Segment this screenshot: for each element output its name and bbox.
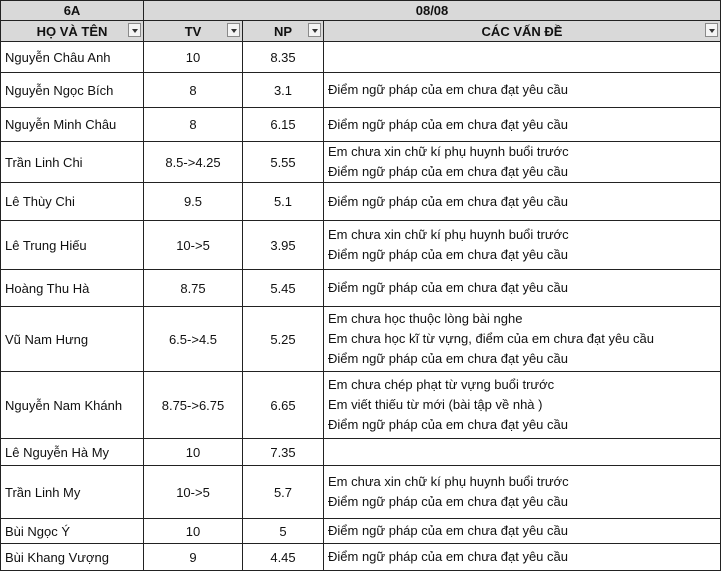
- tv-score-cell[interactable]: 8: [144, 108, 243, 142]
- issue-line: Điểm ngữ pháp của em chưa đạt yêu cầu: [328, 82, 568, 97]
- student-name-cell[interactable]: Nguyễn Nam Khánh: [1, 372, 144, 439]
- np-score-cell[interactable]: 5.25: [243, 307, 324, 372]
- table-row: [1, 108, 721, 142]
- np-score-cell[interactable]: 4.45: [243, 544, 324, 571]
- issue-line: Điểm ngữ pháp của em chưa đạt yêu cầu: [328, 164, 568, 179]
- filter-dropdown-icon[interactable]: [308, 23, 321, 37]
- np-score-cell[interactable]: 6.15: [243, 108, 324, 142]
- np-score-cell[interactable]: 5.55: [243, 142, 324, 183]
- issue-line: Điểm ngữ pháp của em chưa đạt yêu cầu: [328, 280, 568, 295]
- issue-line: Điểm ngữ pháp của em chưa đạt yêu cầu: [328, 549, 568, 564]
- table-row: [1, 73, 721, 108]
- np-score-cell[interactable]: 3.95: [243, 221, 324, 270]
- issues-cell[interactable]: [324, 42, 721, 73]
- table-row: [1, 270, 721, 307]
- issue-line: Em chưa xin chữ kí phụ huynh buổi trước: [328, 144, 569, 159]
- table-row: [1, 42, 721, 73]
- tv-score-cell[interactable]: 8.5->4.25: [144, 142, 243, 183]
- issues-cell[interactable]: [324, 142, 721, 183]
- student-rows: [1, 42, 721, 571]
- column-header-tv-label: TV: [184, 23, 202, 39]
- student-name-cell[interactable]: Lê Trung Hiếu: [1, 221, 144, 270]
- filter-dropdown-icon[interactable]: [227, 23, 240, 37]
- column-header-tv: [144, 21, 243, 42]
- table-row: [1, 544, 721, 571]
- filter-dropdown-icon[interactable]: [705, 23, 718, 37]
- tv-score-cell[interactable]: 10->5: [144, 466, 243, 519]
- issues-cell[interactable]: [324, 108, 721, 142]
- issue-line: Em viết thiếu từ mới (bài tập về nhà ): [328, 397, 543, 412]
- np-score-cell[interactable]: 3.1: [243, 73, 324, 108]
- issues-cell[interactable]: [324, 519, 721, 544]
- student-name-cell[interactable]: Nguyễn Ngọc Bích: [1, 73, 144, 108]
- issue-line: Điểm ngữ pháp của em chưa đạt yêu cầu: [328, 351, 568, 366]
- np-score-cell[interactable]: 5.1: [243, 183, 324, 221]
- student-name-cell[interactable]: Lê Thùy Chi: [1, 183, 144, 221]
- student-name-cell[interactable]: Nguyễn Minh Châu: [1, 108, 144, 142]
- tv-score-cell[interactable]: 9.5: [144, 183, 243, 221]
- column-header-issues: [324, 21, 721, 42]
- issues-cell[interactable]: [324, 439, 721, 466]
- student-name-cell[interactable]: Hoàng Thu Hà: [1, 270, 144, 307]
- issue-line: Em chưa xin chữ kí phụ huynh buổi trước: [328, 227, 569, 242]
- filter-dropdown-icon[interactable]: [128, 23, 141, 37]
- table-row: [1, 439, 721, 466]
- issue-line: Điểm ngữ pháp của em chưa đạt yêu cầu: [328, 494, 568, 509]
- tv-score-cell[interactable]: 10: [144, 42, 243, 73]
- issue-line: Điểm ngữ pháp của em chưa đạt yêu cầu: [328, 193, 568, 209]
- issue-line: Điểm ngữ pháp của em chưa đạt yêu cầu: [328, 247, 568, 262]
- tv-score-cell[interactable]: 10->5: [144, 221, 243, 270]
- np-score-cell[interactable]: 5: [243, 519, 324, 544]
- column-header-issues-label: CÁC VẤN ĐỀ: [481, 23, 563, 39]
- student-name-cell[interactable]: Trần Linh Chi: [1, 142, 144, 183]
- issue-line: Em chưa chép phạt từ vựng buổi trước: [328, 377, 555, 392]
- column-header-name-label: HỌ VÀ TÊN: [36, 23, 108, 39]
- issues-cell[interactable]: [324, 270, 721, 307]
- issue-line: Em chưa xin chữ kí phụ huynh buổi trước: [328, 474, 569, 489]
- issues-cell[interactable]: [324, 372, 721, 439]
- np-score-cell[interactable]: 8.35: [243, 42, 324, 73]
- table-row: [1, 307, 721, 372]
- tv-score-cell[interactable]: 10: [144, 439, 243, 466]
- tv-score-cell[interactable]: 9: [144, 544, 243, 571]
- date-label-cell[interactable]: 08/08: [144, 1, 721, 21]
- student-name-cell[interactable]: Nguyễn Châu Anh: [1, 42, 144, 73]
- student-name-cell[interactable]: Bùi Ngọc Ý: [1, 519, 144, 544]
- np-score-cell[interactable]: 5.45: [243, 270, 324, 307]
- issue-line: Điểm ngữ pháp của em chưa đạt yêu cầu: [328, 523, 568, 538]
- tv-score-cell[interactable]: 6.5->4.5: [144, 307, 243, 372]
- student-name-cell[interactable]: Vũ Nam Hưng: [1, 307, 144, 372]
- np-score-cell[interactable]: 7.35: [243, 439, 324, 466]
- issue-line: Điểm ngữ pháp của em chưa đạt yêu cầu: [328, 417, 568, 432]
- issues-cell[interactable]: [324, 544, 721, 571]
- issues-cell[interactable]: [324, 183, 721, 221]
- table-row: [1, 221, 721, 270]
- np-score-cell[interactable]: 5.7: [243, 466, 324, 519]
- issue-line: Em chưa học thuộc lòng bài nghe: [328, 311, 523, 326]
- tv-score-cell[interactable]: 8.75: [144, 270, 243, 307]
- table-row: [1, 372, 721, 439]
- table-row: [1, 519, 721, 544]
- tv-score-cell[interactable]: 8.75->6.75: [144, 372, 243, 439]
- issues-cell[interactable]: [324, 73, 721, 108]
- np-score-cell[interactable]: 6.65: [243, 372, 324, 439]
- issues-cell[interactable]: [324, 307, 721, 372]
- column-header-np-label: NP: [273, 23, 293, 39]
- student-name-cell[interactable]: Trần Linh My: [1, 466, 144, 519]
- column-header-name: [1, 21, 144, 42]
- class-label-cell[interactable]: 6A: [1, 1, 144, 21]
- column-header-np: [243, 21, 324, 42]
- student-name-cell[interactable]: Bùi Khang Vượng: [1, 544, 144, 571]
- table-row: [1, 142, 721, 183]
- issue-line: Điểm ngữ pháp của em chưa đạt yêu cầu: [328, 116, 568, 132]
- table-row: [1, 466, 721, 519]
- student-name-cell[interactable]: Lê Nguyễn Hà My: [1, 439, 144, 466]
- tv-score-cell[interactable]: 10: [144, 519, 243, 544]
- issues-cell[interactable]: [324, 466, 721, 519]
- issue-line: Em chưa học kĩ từ vựng, điểm của em chưa đạt yêu cầu: [328, 331, 655, 346]
- table-row: [1, 183, 721, 221]
- issues-cell[interactable]: [324, 221, 721, 270]
- tv-score-cell[interactable]: 8: [144, 73, 243, 108]
